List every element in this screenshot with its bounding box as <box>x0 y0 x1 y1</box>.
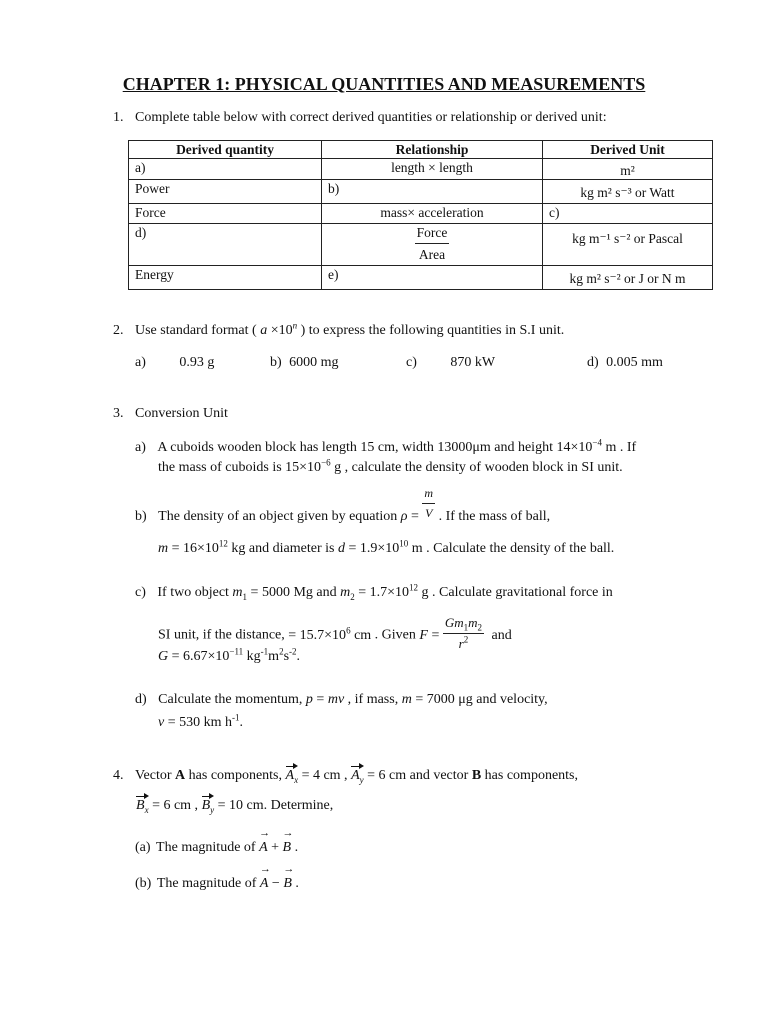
question-3b <box>135 486 551 525</box>
sub-question-label: a) <box>135 440 146 455</box>
option-value: 0.005 mm <box>606 355 663 370</box>
sub-question-text: kg and diameter is <box>231 541 335 556</box>
table-cell: kg m⁻¹ s⁻² or Pascal <box>543 224 713 266</box>
sub-question-text: the mass of cuboids is <box>158 460 282 475</box>
page-title: CHAPTER 1: PHYSICAL QUANTITIES AND MEASUREMENTS <box>122 74 646 94</box>
question-2 <box>113 320 565 339</box>
option-a <box>135 355 214 371</box>
question-4-line2 <box>136 798 333 814</box>
sub-question-text: and velocity, <box>476 692 548 707</box>
fraction-denominator: Area <box>418 247 446 262</box>
question-text: has components, <box>188 768 282 783</box>
fraction <box>415 224 450 263</box>
question-3c <box>135 582 613 602</box>
sub-question-text: If two object <box>157 585 229 600</box>
math-expression: p = mv <box>305 692 345 707</box>
math-expression: = $15.7\times 10^6$ cm <box>288 625 375 643</box>
table-cell: length × length <box>322 159 543 180</box>
sub-question-text: , calculate the density of wooden block in SI unit. <box>344 460 623 475</box>
sub-question-text: A cuboids wooden block has length 15 cm, width 13000μm and height <box>157 440 553 455</box>
question-3d-line2 <box>158 712 244 731</box>
fraction-numerator: Force <box>415 224 450 244</box>
question-number: 1. <box>113 110 124 125</box>
table-cell: kg m² s⁻² or J or N m <box>543 266 713 290</box>
sub-question-text: . Calculate the density of the ball. <box>426 541 615 556</box>
option-d <box>587 355 663 371</box>
table-header: Derived Unit <box>543 141 713 159</box>
vector-name: A <box>175 768 186 783</box>
table-header: Derived quantity <box>129 141 322 159</box>
option-label: c) <box>406 355 417 370</box>
question-4a <box>135 838 298 856</box>
option-value: 6000 mg <box>289 355 339 370</box>
option-value: 0.93 g <box>179 355 215 370</box>
sub-question-text: The magnitude of <box>156 840 256 855</box>
sub-question-text: . If the mass of ball, <box>438 509 551 524</box>
table-cell: a) <box>129 159 322 180</box>
sub-question-text: SI unit, if the distance, <box>158 627 285 643</box>
question-number: 3. <box>113 406 124 421</box>
gravity-equation: F = $\frac{Gm_1m_2}{r^2}$ <box>419 615 483 651</box>
table-row <box>129 224 713 266</box>
question-text: . Determine, <box>263 798 334 813</box>
option-label: d) <box>587 355 599 370</box>
math-expression: $G = 6.67\times 10^{-11}$ $kg^{-1}m^2s^{-2}$. <box>158 646 301 664</box>
question-number: 2. <box>113 323 124 338</box>
table-row <box>129 266 713 290</box>
question-text: has components, <box>484 768 578 783</box>
math-expression: $m = 16\times 10^{12}$ <box>158 538 228 556</box>
table-header: Relationship <box>322 141 543 159</box>
sub-question-text: The magnitude of <box>156 876 257 891</box>
math-expression: → A + → B . <box>259 840 298 855</box>
table-cell: e) <box>322 266 543 290</box>
table-cell: kg m² s⁻³ or Watt <box>543 180 713 204</box>
table-cell: Energy <box>129 266 322 290</box>
table-cell: Power <box>129 180 322 204</box>
math-expression: → A − → B . <box>260 876 299 891</box>
sub-question-label: d) <box>135 692 147 707</box>
standard-form-expression: $a \times 10^n$ <box>260 320 298 338</box>
math-expression: $A_x = 4$ cm , $A_y = 6$ cm <box>285 768 407 785</box>
option-label: a) <box>135 355 146 370</box>
question-3 <box>113 406 228 422</box>
table-cell: Force <box>129 204 322 224</box>
sub-question-label: (b) <box>135 876 152 891</box>
question-text: Vector <box>135 768 172 783</box>
question-text: and vector <box>409 768 469 783</box>
sub-question-label: b) <box>135 509 147 524</box>
table-row <box>129 180 713 204</box>
table-header-row <box>129 141 713 159</box>
sub-question-text: . Given <box>374 627 416 643</box>
table-cell: mass× acceleration <box>322 204 543 224</box>
derived-quantity-table <box>128 140 713 290</box>
option-label: b) <box>270 355 282 370</box>
table-cell <box>322 224 543 266</box>
option-value: 870 kW <box>450 355 496 370</box>
table-cell: b) <box>322 180 543 204</box>
question-3d <box>135 692 548 708</box>
sub-question-text: and <box>316 585 337 600</box>
math-expression: $B_x = 6$ cm , $B_y = 10$ cm <box>136 798 264 815</box>
sub-question-text: and <box>491 627 512 643</box>
question-3b-line2 <box>158 538 615 557</box>
table-row <box>129 204 713 224</box>
math-expression: $14\times 10^{-4}$ m . If <box>556 437 637 455</box>
sub-question-text: , if mass, <box>347 692 399 707</box>
question-4 <box>113 768 578 784</box>
math-expression: $15\times 10^{-6}$ g <box>285 457 345 475</box>
option-c <box>406 355 495 371</box>
question-3a <box>135 437 637 456</box>
sub-question-text: Calculate the momentum, <box>158 692 303 707</box>
density-equation: ρ = $\frac{m}{V}$ <box>400 486 434 524</box>
math-expression: v = 530 km $h^{-1}$. <box>158 712 244 730</box>
question-1 <box>113 110 607 126</box>
question-4b <box>135 874 299 892</box>
question-number: 4. <box>113 768 124 783</box>
math-expression: $m_1 = 5000$ Mg <box>232 585 317 602</box>
question-heading: Conversion Unit <box>135 406 228 421</box>
option-b <box>270 355 339 371</box>
question-3c-line3 <box>158 646 301 665</box>
math-expression: m = 7000 μg <box>401 692 477 707</box>
question-3a-line2 <box>158 457 623 476</box>
question-text: Use standard format ( <box>135 323 257 338</box>
sub-question-text: The density of an object given by equation <box>158 509 398 524</box>
table-cell: m² <box>543 159 713 180</box>
question-text: Complete table below with correct derived quantities or relationship or derived unit: <box>135 110 607 125</box>
table-cell: c) <box>543 204 713 224</box>
math-expression: $d = 1.9\times 10^{10}$ m <box>337 538 427 556</box>
table-cell: d) <box>129 224 322 266</box>
table-row <box>129 159 713 180</box>
question-text: ) to express the following quantities in S.I unit. <box>300 323 565 338</box>
vector-name: B <box>471 768 482 783</box>
math-expression: $m_2 = 1.7\times 10^{12}$ g <box>340 582 433 602</box>
sub-question-text: . Calculate gravitational force in <box>432 585 613 600</box>
sub-question-label: c) <box>135 585 146 600</box>
sub-question-label: (a) <box>135 840 151 855</box>
